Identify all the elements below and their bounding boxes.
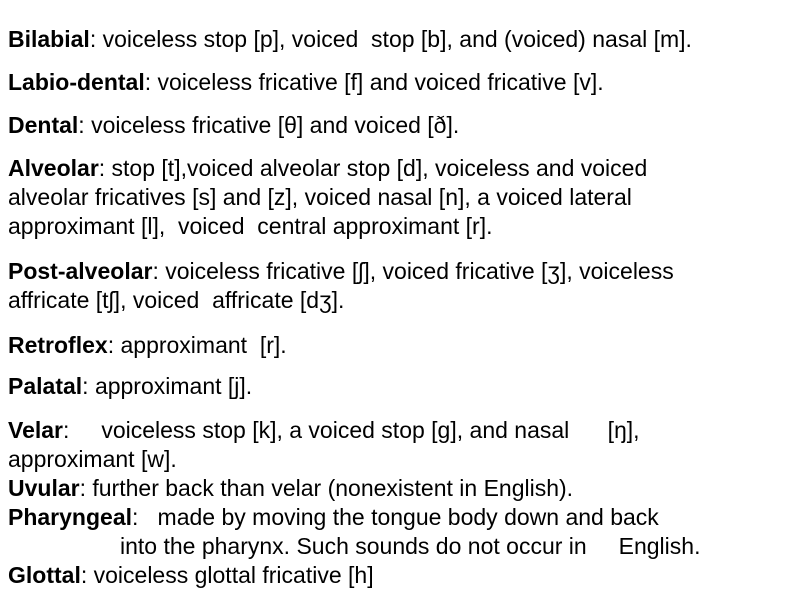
entry-velar (8, 416, 788, 474)
entry-description: voiceless fricative [f] and voiced fricative [v]. (157, 69, 604, 95)
entry-glottal (8, 561, 788, 590)
term-pharyngeal: Pharyngeal (8, 504, 132, 530)
term-retroflex: Retroflex (8, 332, 108, 358)
term-alveolar: Alveolar (8, 155, 99, 181)
term-post-alveolar: Post-alveolar (8, 258, 153, 284)
entry-line (8, 111, 788, 140)
entry-description: approximant [j]. (94, 373, 253, 399)
entry-line (8, 474, 788, 503)
entry-labio-dental (8, 68, 788, 97)
term-separator: : (98, 155, 112, 181)
term-separator: : (80, 562, 94, 588)
entry-description: stop [t],voiced alveolar stop [d], voiceless and voiced (111, 155, 648, 181)
entry-post-alveolar (8, 257, 788, 315)
term-separator: : (144, 69, 158, 95)
term-separator: : (78, 112, 92, 138)
entry-line (8, 68, 788, 97)
entry-description: further back than velar (nonexistent in English). (92, 475, 574, 501)
entry-line (8, 154, 788, 183)
term-separator: : (152, 258, 166, 284)
term-palatal: Palatal (8, 373, 83, 399)
entry-line (8, 561, 788, 590)
term-labio-dental: Labio-dental (8, 69, 145, 95)
entry-line (8, 503, 788, 532)
entry-line: into the pharynx. Such sounds do not occur in English. (120, 533, 701, 559)
entry-palatal (8, 372, 788, 401)
entry-description: approximant [r]. (120, 332, 287, 358)
term-uvular: Uvular (8, 475, 80, 501)
entry-line (8, 25, 788, 54)
term-glottal: Glottal (8, 562, 81, 588)
entry-alveolar (8, 154, 788, 241)
entry-line (8, 257, 788, 286)
term-bilabial: Bilabial (8, 26, 90, 52)
term-separator: : (89, 26, 103, 52)
entry-description: voiceless fricative [ʃ], voiced fricative [ʒ], voiceless (165, 258, 674, 284)
entry-line: approximant [l], voiced central approximant [r]. (8, 213, 493, 239)
entry-description: voiceless stop [p], voiced stop [b], and (voiced) nasal [m]. (102, 26, 692, 52)
term-dental: Dental (8, 112, 79, 138)
entry-pharyngeal (8, 503, 788, 561)
entry-line: approximant [w]. (8, 446, 177, 472)
term-separator: : (107, 332, 121, 358)
entry-dental (8, 111, 788, 140)
entry-description: voiceless glottal fricative [h] (93, 562, 374, 588)
term-separator: : (132, 504, 145, 530)
term-separator: : (82, 373, 95, 399)
entry-line (8, 416, 788, 445)
entry-line: affricate [tʃ], voiced affricate [dʒ]. (8, 287, 345, 313)
entry-description: voiceless stop [k], a voiced stop [g], and nasal [ŋ], (75, 417, 640, 443)
entry-description: made by moving the tongue body down and back (144, 504, 659, 530)
entry-retroflex (8, 331, 788, 360)
term-separator: : (63, 417, 76, 443)
entry-uvular (8, 474, 788, 503)
entry-description: voiceless fricative [θ] and voiced [ð]. (91, 112, 460, 138)
term-separator: : (79, 475, 93, 501)
entry-line: alveolar fricatives [s] and [z], voiced nasal [n], a voiced lateral (8, 184, 632, 210)
entry-line (8, 331, 788, 360)
entry-bilabial (8, 25, 788, 54)
term-velar: Velar (8, 417, 63, 443)
entry-line (8, 372, 788, 401)
